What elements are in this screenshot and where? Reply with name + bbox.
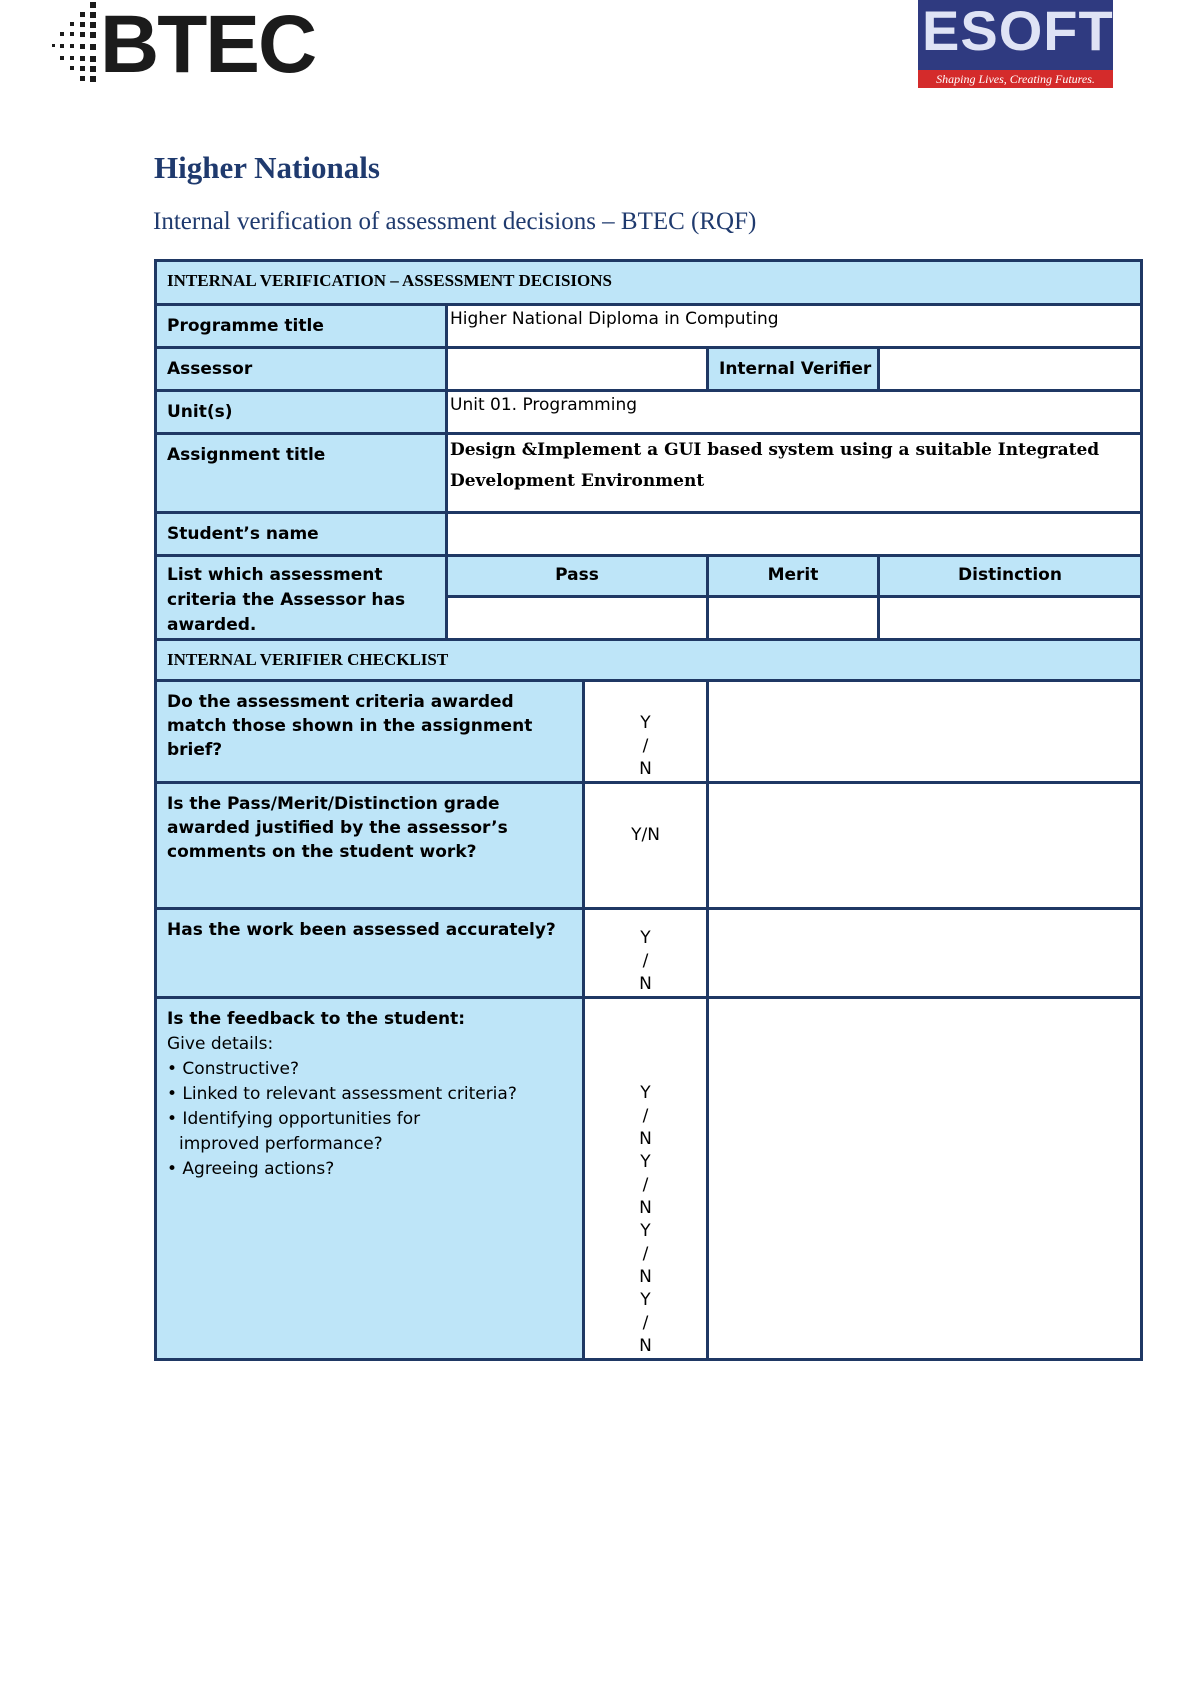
answer-4-token: / (642, 1313, 649, 1333)
answer-4-token: Y (640, 1152, 651, 1172)
esoft-logo (918, 0, 1113, 88)
question-4-bullet-agreeing: • Agreeing actions? (167, 1159, 335, 1179)
question-4-bullet-constructive: • Constructive? (167, 1059, 300, 1079)
checklist-comment-3[interactable] (708, 909, 1142, 998)
checklist-question-2: Is the Pass/Merit/Distinction grade awarded justified by the assessor’s comments on the student work? (156, 783, 584, 909)
answer-3-slash: / (642, 951, 649, 971)
checklist-comment-1[interactable] (708, 681, 1142, 783)
checklist-question-1: Do the assessment criteria awarded match those shown in the assignment brief? (156, 681, 584, 783)
answer-3-y: Y (640, 928, 651, 948)
programme-title-label: Programme title (156, 305, 447, 348)
programme-title-field[interactable]: Higher National Diploma in Computing (447, 305, 1142, 348)
question-4-bullet-identifying-cont: improved performance? (179, 1134, 383, 1154)
esoft-tagline: Shaping Lives, Creating Futures. (918, 70, 1113, 88)
btec-logo (52, 0, 316, 90)
assignment-title-field[interactable]: Design &Implement a GUI based system using a suitable Integrated Development Environment (447, 434, 1142, 513)
student-name-field[interactable] (447, 513, 1142, 556)
answer-4-token: / (642, 1106, 649, 1126)
question-4-bullet-linked: • Linked to relevant assessment criteria? (167, 1084, 517, 1104)
page-subtitle: Internal verification of assessment decisions – BTEC (RQF) (153, 208, 757, 235)
checklist-question-4 (156, 998, 584, 1360)
checklist-comment-4[interactable] (708, 998, 1142, 1360)
distinction-criteria-field[interactable] (879, 597, 1142, 640)
checklist-answer-2[interactable]: Y/N (584, 783, 708, 909)
answer-1-n: N (639, 759, 652, 779)
assignment-title-label: Assignment title (156, 434, 447, 513)
answer-4-token: Y (640, 1290, 651, 1310)
answer-4-token: N (639, 1198, 652, 1218)
checklist-answer-4[interactable] (584, 998, 708, 1360)
criteria-label: List which assessment criteria the Assessor has awarded. (156, 556, 447, 640)
answer-4-token: Y (640, 1083, 651, 1103)
answer-4-token: N (639, 1336, 652, 1356)
merit-criteria-field[interactable] (708, 597, 879, 640)
btec-dots-icon (52, 0, 100, 90)
verification-form (154, 259, 1140, 1361)
assessor-field[interactable] (447, 348, 708, 391)
units-field[interactable]: Unit 01. Programming (447, 391, 1142, 434)
question-4-title: Is the feedback to the student: (167, 1009, 466, 1029)
answer-1-y: Y (640, 713, 651, 733)
pass-header: Pass (447, 556, 708, 597)
answer-4-token: Y (640, 1221, 651, 1241)
question-4-bullet-identifying: • Identifying opportunities for (167, 1109, 421, 1129)
pass-criteria-field[interactable] (447, 597, 708, 640)
internal-verifier-label: Internal Verifier (708, 348, 879, 391)
merit-header: Merit (708, 556, 879, 597)
btec-logo-text: BTEC (100, 0, 316, 90)
assessor-label: Assessor (156, 348, 447, 391)
answer-4-token: N (639, 1129, 652, 1149)
answer-3-n: N (639, 974, 652, 994)
page-title: Higher Nationals (154, 150, 380, 185)
checklist-question-3: Has the work been assessed accurately? (156, 909, 584, 998)
question-4-details-label: Give details: (167, 1034, 274, 1054)
student-name-label: Student’s name (156, 513, 447, 556)
answer-1-slash: / (642, 736, 649, 756)
answer-4-token: N (639, 1267, 652, 1287)
esoft-logo-text: ESOFT (922, 0, 1114, 62)
units-label: Unit(s) (156, 391, 447, 434)
section-title: INTERNAL VERIFICATION – ASSESSMENT DECISIONS (156, 261, 1142, 305)
checklist-title: INTERNAL VERIFIER CHECKLIST (156, 640, 1142, 681)
checklist-answer-3[interactable] (584, 909, 708, 998)
answer-4-token: / (642, 1175, 649, 1195)
checklist-comment-2[interactable] (708, 783, 1142, 909)
checklist-answer-1[interactable] (584, 681, 708, 783)
distinction-header: Distinction (879, 556, 1142, 597)
assessment-decisions-table (154, 259, 1143, 1361)
answer-4-token: / (642, 1244, 649, 1264)
internal-verifier-field[interactable] (879, 348, 1142, 391)
